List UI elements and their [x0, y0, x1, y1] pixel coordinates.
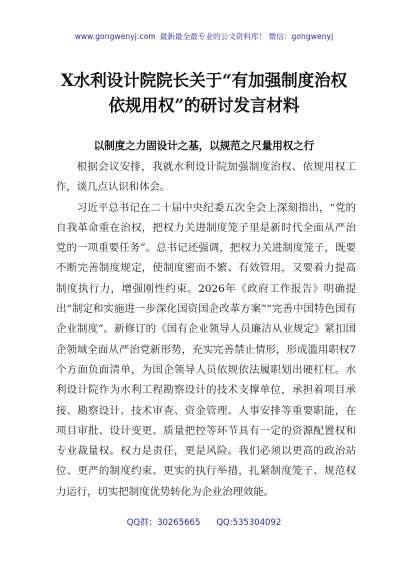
document-subtitle: 以制度之力固设计之基，以规范之尺量用权之行 — [93, 140, 315, 152]
title-line-1: X水利设计院院长关于“有加强制度治权 — [60, 71, 348, 90]
document-body — [56, 157, 356, 502]
header-tagline: 最新最全最专业的公文资料库！ 微信：gongwenyj — [159, 32, 334, 41]
footer-qq: QQ:535304092 — [216, 518, 282, 528]
title-line-2: 依规用权”的研讨发言材料 — [108, 96, 300, 115]
paragraph-intro: 根据会议安排，我就水利设计院加强制度治权、依规用权工作，谈几点认识和体会。 — [56, 161, 356, 194]
footer-qq-group: QQ群：30265665 — [126, 518, 201, 528]
footer-contact — [0, 516, 408, 528]
document-title — [0, 68, 408, 118]
header-banner — [0, 31, 408, 42]
site-link[interactable]: www.gongwenyj.com — [74, 32, 156, 41]
paragraph-main: 习近平总书记在二十届中央纪委五次全会上深刻指出，“党的自我革命重在治权，把权力关进制度笼子里是新时代全面从严治党的一项重要任务”。总书记还强调，把权力关进制度笼子，既要不断完善制度规定，使制度密而不繁、有效管用，又要着力提高制度执行力，增强刚性约束。2026年《政府工作报告》明确提出“制定和实施进一步深化国资国企改革方案”“完善中国特色国有企业制度”。新修订的《国有企业领导人员廉洁从业规定》紧扣国企领域全面从严治党新形势，充实完善禁止情形，形成滥用职权7个方面负面清单，为国企领导人员依规依法履职划出硬杠杠。水利设计院作为水利工程勘察设计的技术支撑单位，承担着项目承接、勘察设计、技术审查、资金管理、人事安排等重要职能，在项目审批、设计变更、质量把控等环节具有一定的资源配置权和专业裁量权。权力是责任，更是风险。我们必须以更高的政治站位、更严的制度约束、更实的执行举措，扎紧制度笼子、规范权力运行，切实把制度优势转化为企业治理效能。 — [56, 201, 356, 498]
